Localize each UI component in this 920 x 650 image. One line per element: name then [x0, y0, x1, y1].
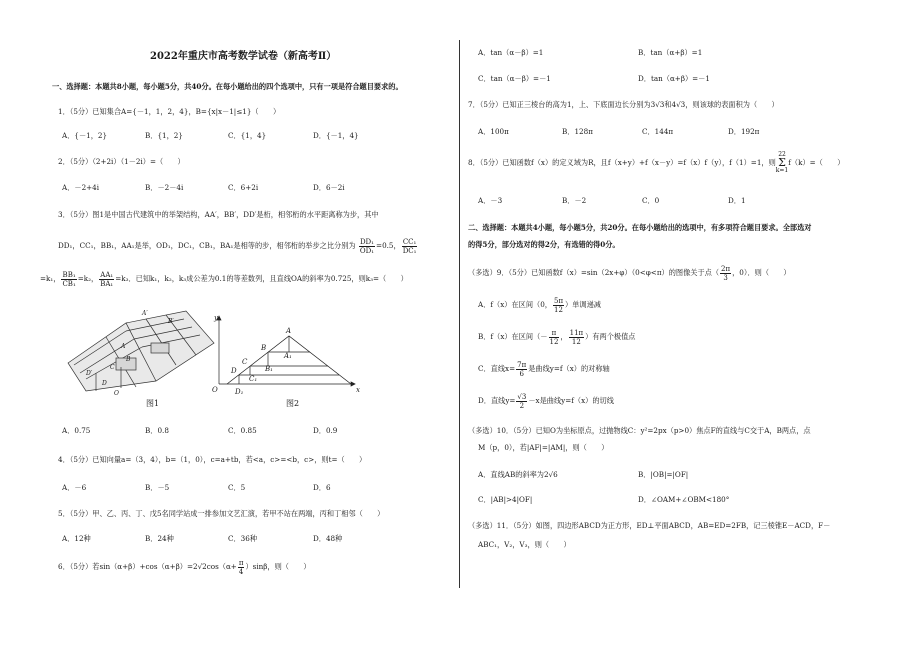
q7-option-d[interactable]: D．192π	[728, 127, 760, 136]
fig1-label-d: D	[102, 380, 107, 387]
q8-option-c[interactable]: C．0	[642, 196, 660, 205]
q3-figure-1-illustration	[66, 303, 216, 398]
q9-option-c-den: 6	[519, 369, 524, 378]
q7-option-b[interactable]: B．128π	[562, 127, 593, 136]
q9-option-d[interactable]	[478, 390, 614, 412]
q10-option-c[interactable]: C．|AB|>4|OF|	[478, 495, 533, 504]
column-divider	[459, 40, 460, 588]
q3-frac-bb1	[61, 271, 76, 288]
q3-frac-cc1-num: CC₁	[402, 237, 417, 246]
q10-option-d[interactable]: D．∠OAM+∠OBM<180°	[638, 495, 730, 504]
q6-frac-den: 4	[238, 567, 244, 576]
q3-frac-dd1-num: DD₁	[359, 237, 374, 246]
fig2-label-d: D	[231, 367, 237, 375]
q10-stem-line2: M（p，0），若|AF|=|AM|，则（ ）	[478, 443, 609, 452]
q8-option-b[interactable]: B．－2	[562, 196, 587, 205]
q3-frac-aa1-num: AA₁	[100, 270, 114, 279]
q1-option-c[interactable]: C．{1，4}	[228, 131, 267, 140]
q7-option-c[interactable]: C．144π	[642, 127, 674, 136]
q9-option-c-num: 7π	[517, 360, 527, 369]
q9-option-d-text: D．直线y=	[478, 396, 516, 405]
q9-option-b-frac1	[549, 329, 560, 346]
q3-option-a[interactable]: A．0.75	[62, 426, 91, 435]
q7-option-a[interactable]: A．100π	[478, 127, 509, 136]
q3-frac-dd1	[359, 238, 375, 255]
q9-frac-den: 3	[723, 273, 728, 282]
q2-stem: 2．（5分）（2+2i）（1－2i）=（ ）	[58, 157, 185, 166]
q9-option-d-den: 2	[519, 401, 525, 410]
q9-option-b-num1: π	[549, 329, 560, 338]
q3-frac-cc1	[402, 238, 418, 255]
q9-option-d-tail: －x是曲线y=f（x）的切线	[528, 396, 614, 405]
q3-frac-aa1-den: BA₁	[100, 279, 114, 288]
q9-stem	[468, 262, 791, 284]
q4-stem: 4．（5分）已知向量a=（3，4），b=（1，0），c=a+tb，若<a，c>=<b，c>，则t=（ ）	[58, 455, 367, 464]
q11-stem-line1: （多选）11．（5分）如图，四边形ABCD为正方形，ED⊥平面ABCD，AB=ED=2FB，记三棱锥E－ACD，F－	[468, 521, 831, 530]
section-2-header-line2: 的得5分，部分选对的得2分，有选错的得0分。	[468, 240, 620, 249]
q3-stem-line3a: =k₁，	[40, 274, 61, 283]
q3-stem-line2-text: DD₁，CC₁，BB₁，AA₁是举，OD₁，DC₁，CB₁，BA₁是相等的步，相邻桁的举步之比分别为	[58, 241, 356, 250]
q3-figure-2-diagram	[205, 312, 365, 398]
fig2-label-d1: D₁	[235, 388, 244, 396]
q5-option-d[interactable]: D．48种	[313, 534, 343, 543]
q9-stem-a: （多选）9．（5分）已知函数f（x）=sin（2x+φ）（0<φ<π）的图像关于点（	[468, 268, 720, 277]
fig1-label-a: A	[121, 343, 126, 350]
q6-stem	[58, 558, 311, 576]
fig2-label-b: B	[261, 344, 267, 352]
q9-option-c-tail: 是曲线y=f（x）的对称轴	[528, 364, 610, 373]
q2-option-a[interactable]: A．－2+4i	[62, 183, 100, 192]
q9-stem-b: ，0）．则（ ）	[732, 268, 791, 277]
q9-option-c[interactable]	[478, 358, 610, 380]
q9-option-b-den1: 12	[549, 337, 559, 346]
fig1-label-c: C	[110, 364, 115, 371]
q9-option-b-tail: ）有两个极值点	[585, 332, 636, 341]
q3-frac-dd1-den: OD₁	[359, 246, 375, 255]
q3-figure-2-caption: 图2	[286, 399, 300, 408]
fig2-label-a1: A₁	[284, 352, 292, 360]
fig1-label-d-prime: D′	[86, 370, 93, 377]
q9-option-b-text: B．f（x）在区间（－	[478, 332, 548, 341]
q6-option-c[interactable]: C．tan（α－β）=－1	[478, 74, 551, 83]
q3-figure-1-caption: 图1	[146, 399, 160, 408]
q5-option-b[interactable]: B．24种	[145, 534, 174, 543]
q4-option-c[interactable]: C．5	[228, 483, 246, 492]
q9-option-a-frac	[553, 297, 564, 314]
q2-option-d[interactable]: D．6－2i	[313, 183, 345, 192]
q2-option-c[interactable]: C．6+2i	[228, 183, 259, 192]
q3-option-d[interactable]: D．0.9	[313, 426, 338, 435]
q9-frac-num: 2π	[721, 264, 731, 273]
q5-option-a[interactable]: A．12种	[62, 534, 91, 543]
q3-stem-line3c: =k₃．已知k₁，k₂，k₃成公差为0.1的等差数列，且直线OA的斜率为0.725，则k₃=（ ）	[115, 274, 408, 283]
q3-frac-aa1	[99, 271, 114, 288]
q9-option-b-mid: ，	[560, 332, 568, 341]
fig1-label-a-prime: A′	[142, 310, 148, 317]
fig2-label-b1: B₁	[265, 365, 273, 373]
q8-sum-sigma: Σ	[778, 156, 786, 169]
q6-option-b[interactable]: B．tan（α+β）=1	[638, 48, 703, 57]
fig2-label-a: A	[286, 327, 292, 335]
q8-sum-symbol	[776, 152, 788, 174]
q9-option-a-text: A．f（x）在区间（0，	[478, 300, 552, 309]
fig2-label-c1: C₁	[249, 375, 258, 383]
q9-option-b[interactable]	[478, 326, 635, 348]
fig2-label-x: x	[356, 386, 360, 394]
q5-stem: 5．（5分）甲、乙、丙、丁、戊5名同学站成一排参加文艺汇演，若甲不站在两端，丙和丁相邻（ ）	[58, 509, 385, 518]
q8-stem-b: f（k）=（ ）	[788, 158, 845, 167]
section-1-header: 一、选择题：本题共8小题，每小题5分，共40分。在每小题给出的四个选项中，只有一项是符合题目要求的。	[52, 82, 403, 91]
fig1-label-b-prime: B′	[168, 318, 174, 325]
q6-frac-pi-4	[238, 559, 245, 576]
q3-option-c[interactable]: C．0.85	[228, 426, 257, 435]
q10-option-b[interactable]: B．|OB|=|OF|	[638, 470, 689, 479]
q9-frac	[720, 265, 731, 282]
q9-option-c-frac	[516, 361, 527, 378]
q6-option-d[interactable]: D．tan（α+β）=－1	[638, 74, 710, 83]
fig2-label-c: C	[242, 358, 248, 366]
fig2-label-o: O	[212, 386, 218, 394]
q1-option-a[interactable]: A．{－1，2}	[62, 131, 108, 140]
q1-option-d[interactable]: D．{－1，4}	[313, 131, 359, 140]
q3-frac-cc1-den: DC₁	[402, 246, 417, 255]
q8-option-d[interactable]: D．1	[728, 196, 746, 205]
q3-stem-line1: 3．（5分）图1是中国古代建筑中的举架结构，AA′，BB′，DD′是桁，相邻桁的水平距离称为步，其中	[58, 210, 379, 219]
q8-sum-bottom: k=1	[775, 167, 789, 174]
q9-option-b-den2: 12	[571, 337, 581, 346]
q6-stem-b: ）sinβ，则（ ）	[245, 562, 311, 571]
q9-option-a-den: 12	[554, 305, 563, 314]
q1-option-b[interactable]: B．{1，2}	[145, 131, 183, 140]
q9-option-a-tail: ）单调递减	[565, 300, 601, 309]
q6-frac-num: π	[238, 558, 244, 567]
q9-option-c-text: C．直线x=	[478, 364, 516, 373]
section-2-header-line1: 二、选择题：本题共4小题，每小题5分，共20分。在每小题给出的选项中，有多项符合题目要求。全部选对	[468, 223, 812, 232]
q3-stem-line2	[58, 237, 418, 255]
q3-frac-bb1-den: CB₁	[62, 279, 76, 288]
q10-stem-line1: （多选）10．（5分）已知O为坐标原点，过抛物线C：y²=2px（p>0）焦点F的直线与C交于A，B两点，点	[468, 426, 811, 435]
q9-option-d-frac	[516, 393, 527, 410]
q5-option-c[interactable]: C．36种	[228, 534, 258, 543]
fig2-label-y: y	[214, 314, 218, 322]
q10-option-a[interactable]: A．直线AB的斜率为2√6	[478, 470, 558, 479]
q2-option-b[interactable]: B．－2－4i	[145, 183, 184, 192]
q8-stem	[468, 152, 844, 174]
q4-option-d[interactable]: D．6	[313, 483, 331, 492]
q8-option-a[interactable]: A．－3	[478, 196, 503, 205]
q9-option-a[interactable]	[478, 294, 601, 316]
q4-option-a[interactable]: A．－6	[62, 483, 87, 492]
q9-option-a-num: 5π	[553, 296, 564, 305]
q3-option-b[interactable]: B．0.8	[145, 426, 169, 435]
fig1-label-o: O	[114, 390, 119, 397]
q3-stem-line2b: =0.5，	[376, 241, 401, 250]
q1-stem: 1．（5分）已知集合A={－1，1，2，4}，B={x|x－1|≤1}（ ）	[58, 107, 281, 116]
q6-stem-a: 6．（5分）若sin（α+β）+cos（α+β）=2√2cos（α+	[58, 562, 237, 571]
q11-stem-line2: ABC₁，V₂，V₃，则（ ）	[478, 540, 571, 549]
q9-option-b-frac2	[569, 329, 585, 346]
q6-option-a[interactable]: A．tan（α－β）=1	[478, 48, 544, 57]
fig1-label-b: B	[126, 356, 131, 363]
q8-sum-top: 22	[778, 151, 786, 158]
q8-stem-a: 8．（5分）已知函数f（x）的定义域为R，且f（x+y）+f（x－y）=f（x）f（y），f（1）=1，则	[468, 158, 776, 167]
exam-title: 2022年重庆市高考数学试卷（新高考Ⅱ）	[150, 51, 337, 62]
q7-stem: 7．（5分）已知正三棱台的高为1，上、下底面边长分别为3√3和4√3，则该球的表面积为（ ）	[468, 100, 779, 109]
q3-frac-bb1-num: BB₁	[62, 270, 76, 279]
q3-stem-line3b: =k₂，	[77, 274, 99, 283]
q4-option-b[interactable]: B．－5	[145, 483, 170, 492]
q9-option-d-num: √3	[517, 392, 527, 401]
q9-option-b-num2: 11π	[569, 328, 584, 337]
q3-stem-line3	[40, 270, 408, 288]
